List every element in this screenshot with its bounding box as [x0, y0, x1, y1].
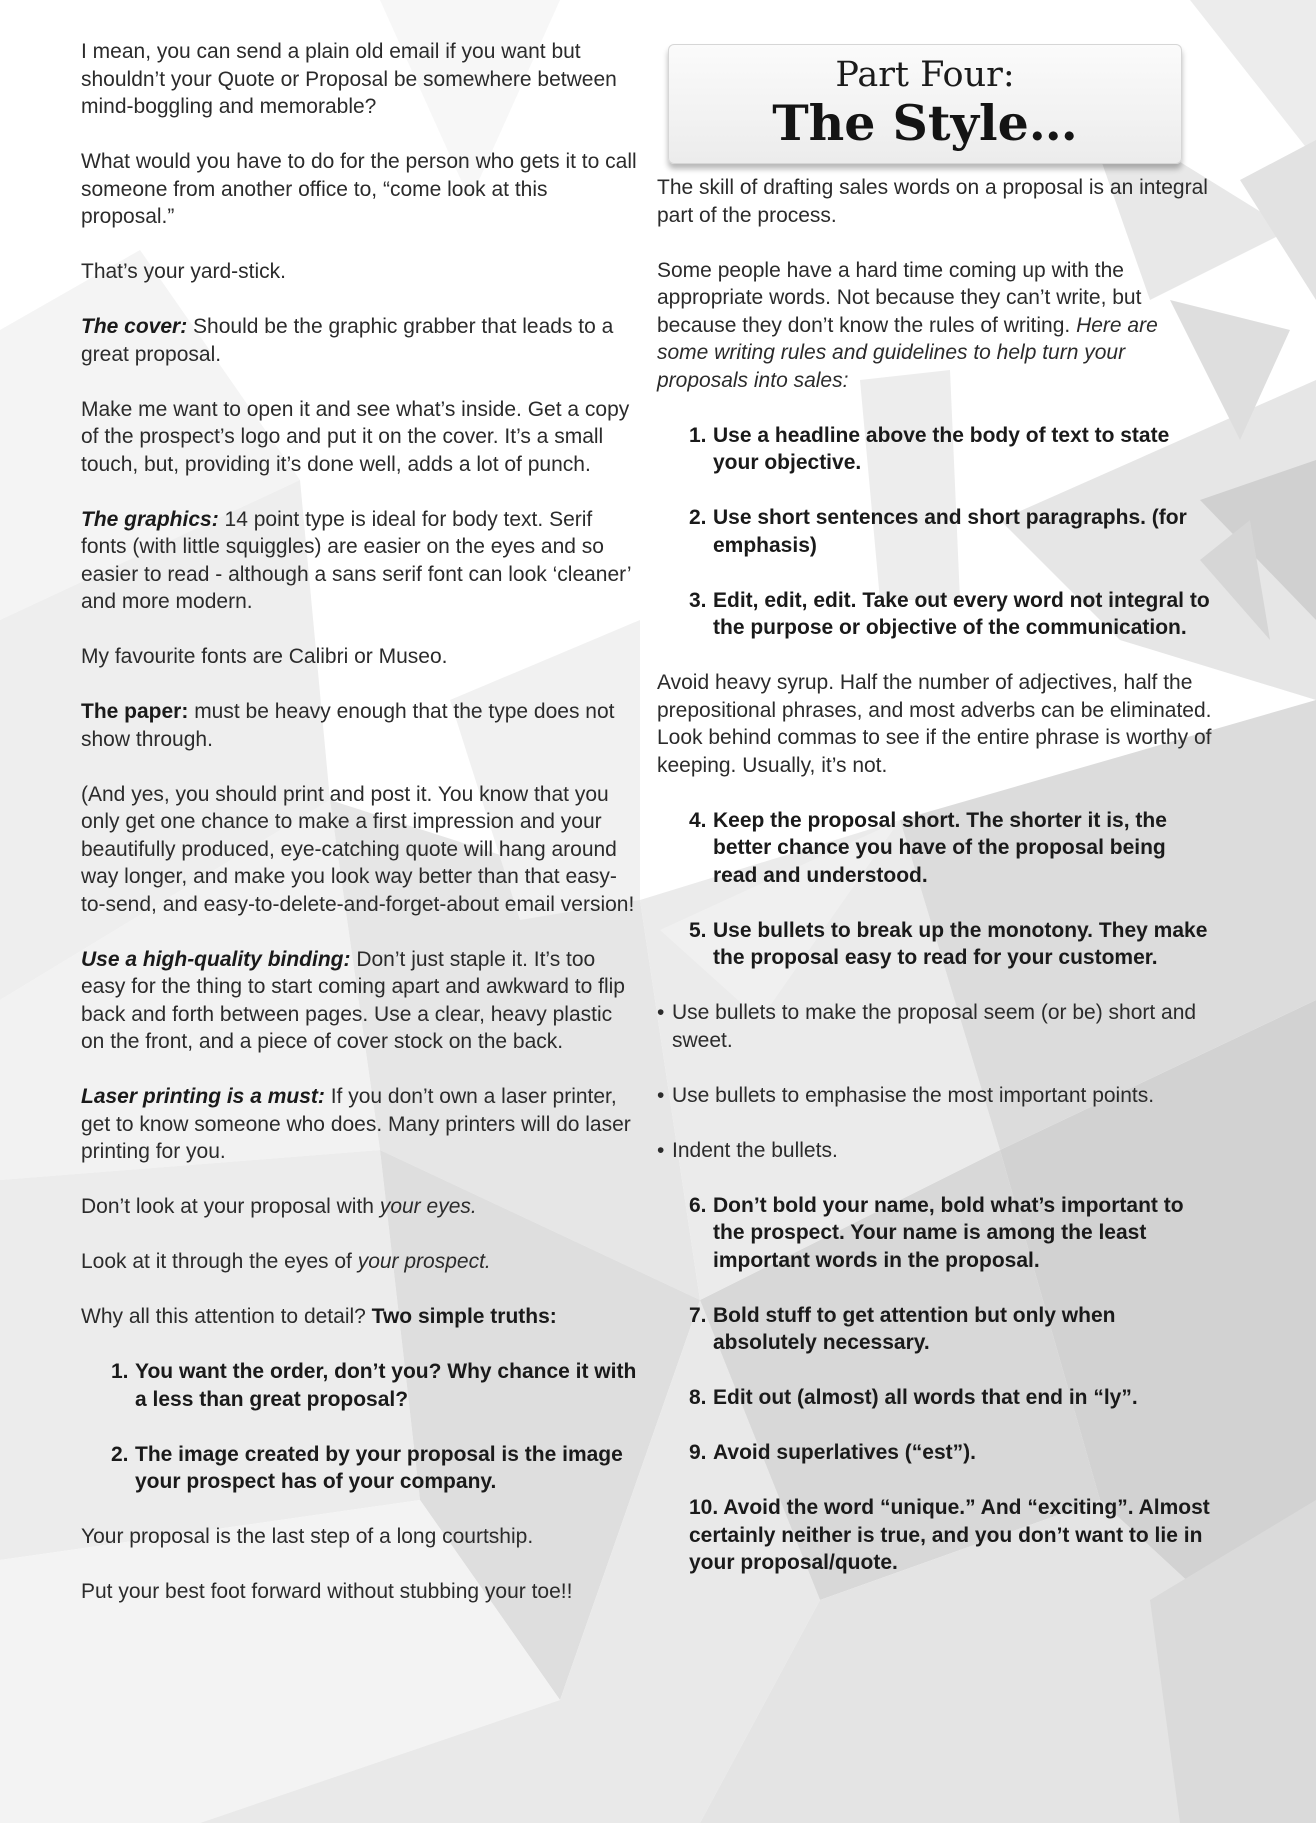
list-item: [111, 1358, 641, 1413]
graphics-lead: The graphics:: [81, 507, 219, 531]
paper-text: must be heavy enough that the type does not show through.: [81, 700, 615, 751]
graphics-paragraph: [81, 506, 641, 616]
bullet-text: Use bullets to emphasise the most important points.: [672, 1083, 1155, 1107]
right-column: [657, 174, 1212, 1604]
section-title-main: The Style…: [772, 94, 1078, 152]
bullet-list: [657, 999, 1212, 1164]
eyes-paragraph: [81, 1193, 641, 1221]
prospect-text: Look at it through the eyes of: [81, 1250, 358, 1273]
list-item-text: Bold stuff to get attention but only when absolutely necessary.: [713, 1303, 1116, 1354]
list-item: [689, 587, 1212, 642]
bullet-item: [657, 1082, 1212, 1110]
list-item-number: 1.: [689, 423, 707, 447]
list-item-text: The image created by your proposal is the image your prospect has of your company.: [135, 1442, 623, 1493]
laser-paragraph: [81, 1083, 641, 1166]
list-item-number: 4.: [689, 808, 707, 832]
yardstick-paragraph: That’s your yard-stick.: [81, 260, 287, 283]
graphics-text: 14 point type is ideal for body text. Serif fonts (with little squiggles) are easier on the eyes and so easier to read - although a sans serif font can look ‘cleaner’ and more modern.: [81, 507, 631, 613]
fonts-paragraph: My favourite fonts are Calibri or Museo.: [81, 645, 448, 668]
bullet-item: [657, 999, 1212, 1054]
laser-text: If you don’t own a laser printer, get to know someone who does. Many printers will do laser printing for you.: [81, 1085, 631, 1163]
laser-lead: Laser printing is a must:: [81, 1085, 325, 1108]
logo-paragraph: Make me want to open it and see what’s inside. Get a copy of the prospect’s logo and put it on the cover. It’s a small touch, but, providing it’s done well, adds a lot of punch.: [81, 397, 630, 476]
list-item: [689, 1302, 1212, 1357]
prospect-paragraph: [81, 1248, 641, 1276]
list-item: [689, 807, 1212, 890]
list-item: [689, 504, 1212, 559]
list-item: [111, 1441, 641, 1496]
question-paragraph: What would you have to do for the person who gets it to call someone from another office to, “come look at this proposal.”: [81, 150, 637, 228]
list-item-number: 3.: [689, 588, 707, 612]
cover-paragraph: [81, 313, 641, 368]
cover-lead: The cover:: [81, 315, 188, 338]
rules-list-b: [657, 807, 1212, 972]
list-item-text: Edit out (almost) all words that end in “ly”.: [713, 1386, 1138, 1409]
list-item: [689, 422, 1212, 477]
list-item: [689, 1192, 1212, 1275]
list-item-text: Don’t bold your name, bold what’s important to the prospect. Your name is among the least important words in the proposal.: [713, 1193, 1184, 1272]
list-item-number: 6.: [689, 1193, 707, 1217]
list-item-text: You want the order, don’t you? Why chance it with a less than great proposal?: [135, 1360, 637, 1411]
list-item-text: Use a headline above the body of text to state your objective.: [713, 423, 1170, 474]
closing-paragraph: Put your best foot forward without stubbing your toe!!: [81, 1580, 573, 1603]
list-item-text: Use short sentences and short paragraphs. (for emphasis): [713, 506, 1187, 557]
bullet-dot: •: [657, 1083, 665, 1107]
list-item-number: 2.: [689, 506, 707, 529]
syrup-paragraph: Avoid heavy syrup. Half the number of adjectives, half the prepositional phrases, and most adverbs can be eliminated. Look behind commas to see if the entire phrase is worthy of keeping. Usually, it’s not.: [657, 671, 1212, 777]
eyes-text: Don’t look at your proposal with: [81, 1195, 380, 1218]
list-item-number: 2.: [111, 1442, 129, 1466]
list-item-number: 8.: [689, 1386, 707, 1409]
list-item: [689, 917, 1212, 972]
why-strong: Two simple truths:: [371, 1305, 557, 1328]
list-item-text: Keep the proposal short. The shorter it is, the better chance you have of the proposal being read and understood.: [713, 808, 1167, 887]
left-column: [81, 38, 641, 1633]
list-item: [689, 1439, 1212, 1467]
section-title-part: Part Four:: [835, 55, 1015, 95]
courtship-paragraph: Your proposal is the last step of a long courtship.: [81, 1525, 534, 1548]
list-item-text: Avoid superlatives (“est”).: [713, 1441, 976, 1464]
words-paragraph: [657, 257, 1212, 395]
words-text: Some people have a hard time coming up with the appropriate words. Not because they can’t write, but because they don’t know the rules of writing.: [657, 258, 1142, 337]
list-item-number: 5.: [689, 918, 707, 942]
rules-list-c: [657, 1192, 1212, 1467]
list-item-text: Use bullets to break up the monotony. They make the proposal easy to read for your customer.: [713, 918, 1208, 969]
intro-paragraph: I mean, you can send a plain old email if you want but shouldn’t your Quote or Proposal be somewhere between mind-boggling and memorable?: [81, 40, 617, 118]
list-item: [689, 1384, 1212, 1412]
skill-paragraph: The skill of drafting sales words on a proposal is an integral part of the process.: [657, 176, 1208, 227]
print-post-paragraph: (And yes, you should print and post it. You know that you only get one chance to make a first impression and your beautifully produced, eye-catching quote will hang around way longer, and make you look way better than that easy-to-send, and easy-to-delete-and-forget-about email version!: [81, 782, 635, 916]
why-paragraph: [81, 1303, 641, 1331]
paper-paragraph: [81, 698, 641, 753]
list-item-number: 9.: [689, 1441, 707, 1464]
binding-paragraph: [81, 946, 641, 1056]
prospect-emphasis: your prospect.: [357, 1250, 491, 1273]
rules-list-a: [657, 422, 1212, 642]
bullet-dot: •: [657, 1138, 665, 1162]
words-emphasis: Here are some writing rules and guidelines to help turn your proposals into sales:: [657, 313, 1158, 392]
truths-list: [81, 1358, 641, 1496]
rule-10-paragraph: 10. Avoid the word “unique.” And “exciting”. Almost certainly neither is true, and you don’t want to lie in your proposal/quote.: [689, 1496, 1210, 1574]
bullet-dot: •: [657, 1001, 665, 1024]
eyes-emphasis: your eyes.: [379, 1195, 477, 1218]
list-item-text: Edit, edit, edit. Take out every word not integral to the purpose or objective of the communication.: [713, 588, 1210, 639]
cover-text: Should be the graphic grabber that leads to a great proposal.: [81, 315, 614, 366]
bullet-text: Use bullets to make the proposal seem (or be) short and sweet.: [672, 1001, 1197, 1052]
paper-lead: The paper:: [81, 700, 189, 723]
section-title-box: [668, 44, 1182, 164]
why-text: Why all this attention to detail?: [81, 1305, 372, 1328]
binding-text: Don’t just staple it. It’s too easy for the thing to start coming apart and awkward to flip back and forth between pages. Use a clear, heavy plastic on the front, and a piece of cover stock on the back.: [81, 947, 625, 1053]
list-item-number: 7.: [689, 1303, 707, 1327]
bullet-text: Indent the bullets.: [672, 1138, 838, 1162]
list-item-number: 1.: [111, 1360, 129, 1383]
binding-lead: Use a high-quality binding:: [81, 947, 351, 971]
bullet-item: [657, 1137, 1212, 1165]
